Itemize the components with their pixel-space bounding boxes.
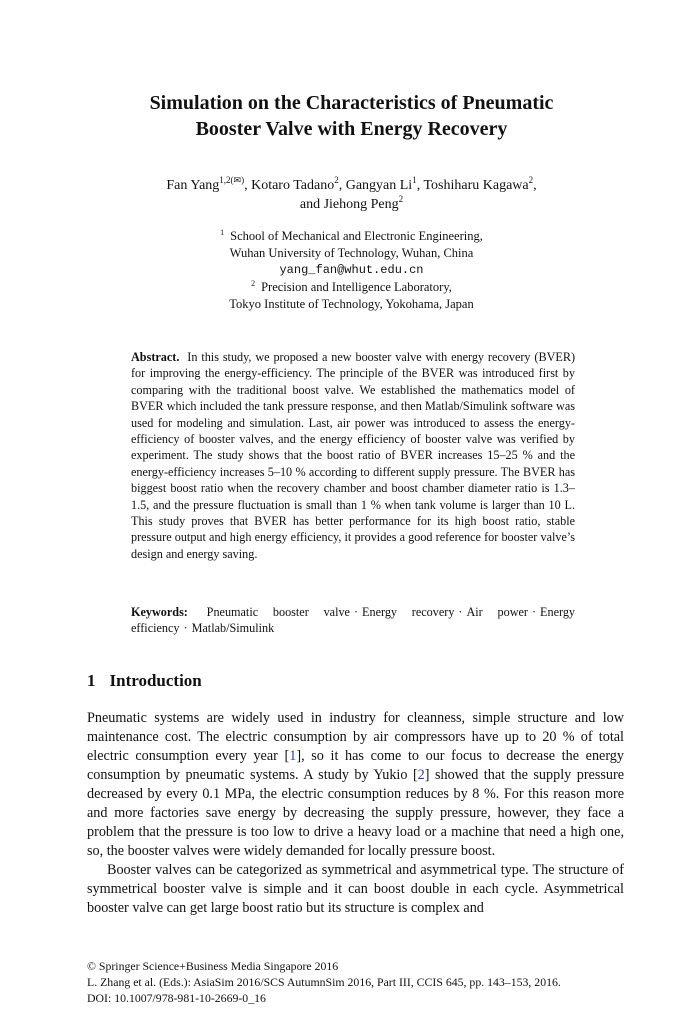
- section-title: Introduction: [109, 671, 202, 690]
- body-text: [87, 709, 624, 918]
- citation-link-2[interactable]: 2: [417, 767, 425, 783]
- affiliation-number: 2: [251, 279, 256, 288]
- abstract-text: In this study, we proposed a new booster valve with energy recovery (BVER) for improving the energy-efficiency. The principle of the BVER was introduced first by comparing with the traditional boost valve. We established the mathematics model of BVER which included the tank pressure response, and then Matlab/Simulink software was used for modeling and simulation. Last, air power was introduced to assess the energy-efficiency of booster valves, and the energy efficiency of booster valve was verified by experiment. The study shows that the boost ratio of BVER increases 15–25 % and the energy-efficiency increases 5–10 % according to different supply pressure. The BVER has biggest boost ratio when the recovery chamber and boost chamber diameter ratio is 1.3–1.5, and the pressure fluctuation is small than 1 % when tank volume is larger than 10 L. This study proves that BVER has better performance for its high boost ratio, stable pressure output and high energy efficiency, it provides a good reference for booster valve’s design and energy saving.: [131, 350, 576, 561]
- citation-link-1[interactable]: 1: [289, 748, 297, 764]
- author-name: Gangyan Li: [345, 178, 413, 193]
- author-email[interactable]: yang_fan@whut.edu.cn: [279, 263, 424, 277]
- section-number: 1: [87, 671, 96, 690]
- author-affiliation-mark: 1: [412, 175, 417, 185]
- keyword: Air power: [466, 605, 528, 619]
- author-affiliation-mark: 2: [398, 194, 404, 204]
- footer-copyright: © Springer Science+Business Media Singapore 2016: [87, 959, 339, 973]
- abstract: [131, 349, 575, 562]
- copyright-footer: [87, 958, 647, 1006]
- keyword-separator: ·: [458, 605, 463, 619]
- author-line-1: Fan Yang$^{1,2(✉)}$, Kotaro Tadano$^2$, Gangyan Li$^1$, Toshiharu Kagawa$^2$,: [166, 175, 537, 193]
- affiliation-text: Precision and Intelligence Laboratory,: [261, 280, 452, 294]
- section-heading-introduction: [87, 670, 202, 692]
- paragraph-1: [87, 709, 624, 861]
- author-and: and: [299, 197, 321, 212]
- affiliation-2-line-1: [100, 279, 603, 296]
- keyword-separator: ·: [353, 605, 359, 619]
- affiliation-2-line-2: Tokyo Institute of Technology, Yokohama, Japan: [229, 297, 474, 311]
- affiliations: [100, 228, 603, 313]
- footer-citation: L. Zhang et al. (Eds.): AsiaSim 2016/SCS AutumnSim 2016, Part III, CCIS 645, pp. 143–153, 2016.: [87, 975, 561, 989]
- author-name: Jiehong Peng: [323, 197, 399, 212]
- keywords-label: Keywords:: [131, 605, 188, 619]
- paper-title: [60, 90, 643, 142]
- keyword: Energy recovery: [362, 605, 455, 619]
- keyword-separator: ·: [531, 605, 537, 619]
- paragraph-text: ] showed that the supply pressure decreased by every 0.1 MPa, the electric consumption reduces by 8 %. For this reason more and more factories save energy by decreasing the supply pressure, however, they face a problem that the pressure is too low to drive a heavy load or a machine that need a high one, so, the booster valves were widely demanded for locally pressure boost.: [87, 767, 624, 859]
- author-affiliation-mark: 2: [528, 175, 534, 185]
- author-affiliation-mark: 2: [334, 175, 339, 185]
- author-name: Fan Yang: [166, 178, 220, 193]
- keyword: Pneumatic booster valve: [206, 605, 350, 619]
- affiliation-text: School of Mechanical and Electronic Engineering,: [230, 229, 483, 243]
- keyword: Energy efficiency: [131, 605, 576, 636]
- affiliation-1-line-2: Wuhan University of Technology, Wuhan, China: [229, 246, 474, 260]
- affiliation-number: 1: [220, 228, 225, 237]
- keyword: Matlab/Simulink: [191, 621, 275, 636]
- title-line-1: Simulation on the Characteristics of Pneumatic: [149, 92, 554, 114]
- paragraph-text: Pneumatic systems are widely used in industry for cleanness, simple structure and low maintenance cost. The electric consumption by air compressors have up to 20 % of total electric consumption every year [: [87, 710, 624, 764]
- author-name: Toshiharu Kagawa: [423, 178, 529, 193]
- abstract-label: Abstract.: [131, 350, 180, 364]
- title-line-2: Booster Valve with Energy Recovery: [195, 118, 508, 140]
- author-line-2: [60, 195, 643, 214]
- author-list: [60, 176, 643, 214]
- paragraph-text: ], so it has come to our focus to decrease the energy consumption by pneumatic systems. A study by Yukio [: [87, 748, 624, 783]
- keyword-separator: ·: [183, 621, 188, 636]
- paragraph-2: Booster valves can be categorized as symmetrical and asymmetrical type. The structure of symmetrical booster valve is simple and it can boost double in each cycle. Asymmetrical booster valve can get large boost ratio but its structure is complex and: [87, 862, 624, 916]
- author-name: Kotaro Tadano: [251, 178, 335, 193]
- footer-doi: DOI: 10.1007/978-981-10-2669-0_16: [87, 991, 266, 1005]
- keywords: [131, 604, 575, 637]
- author-affiliation-mark: 1,2(✉): [219, 175, 245, 185]
- affiliation-1-line-1: [100, 228, 603, 245]
